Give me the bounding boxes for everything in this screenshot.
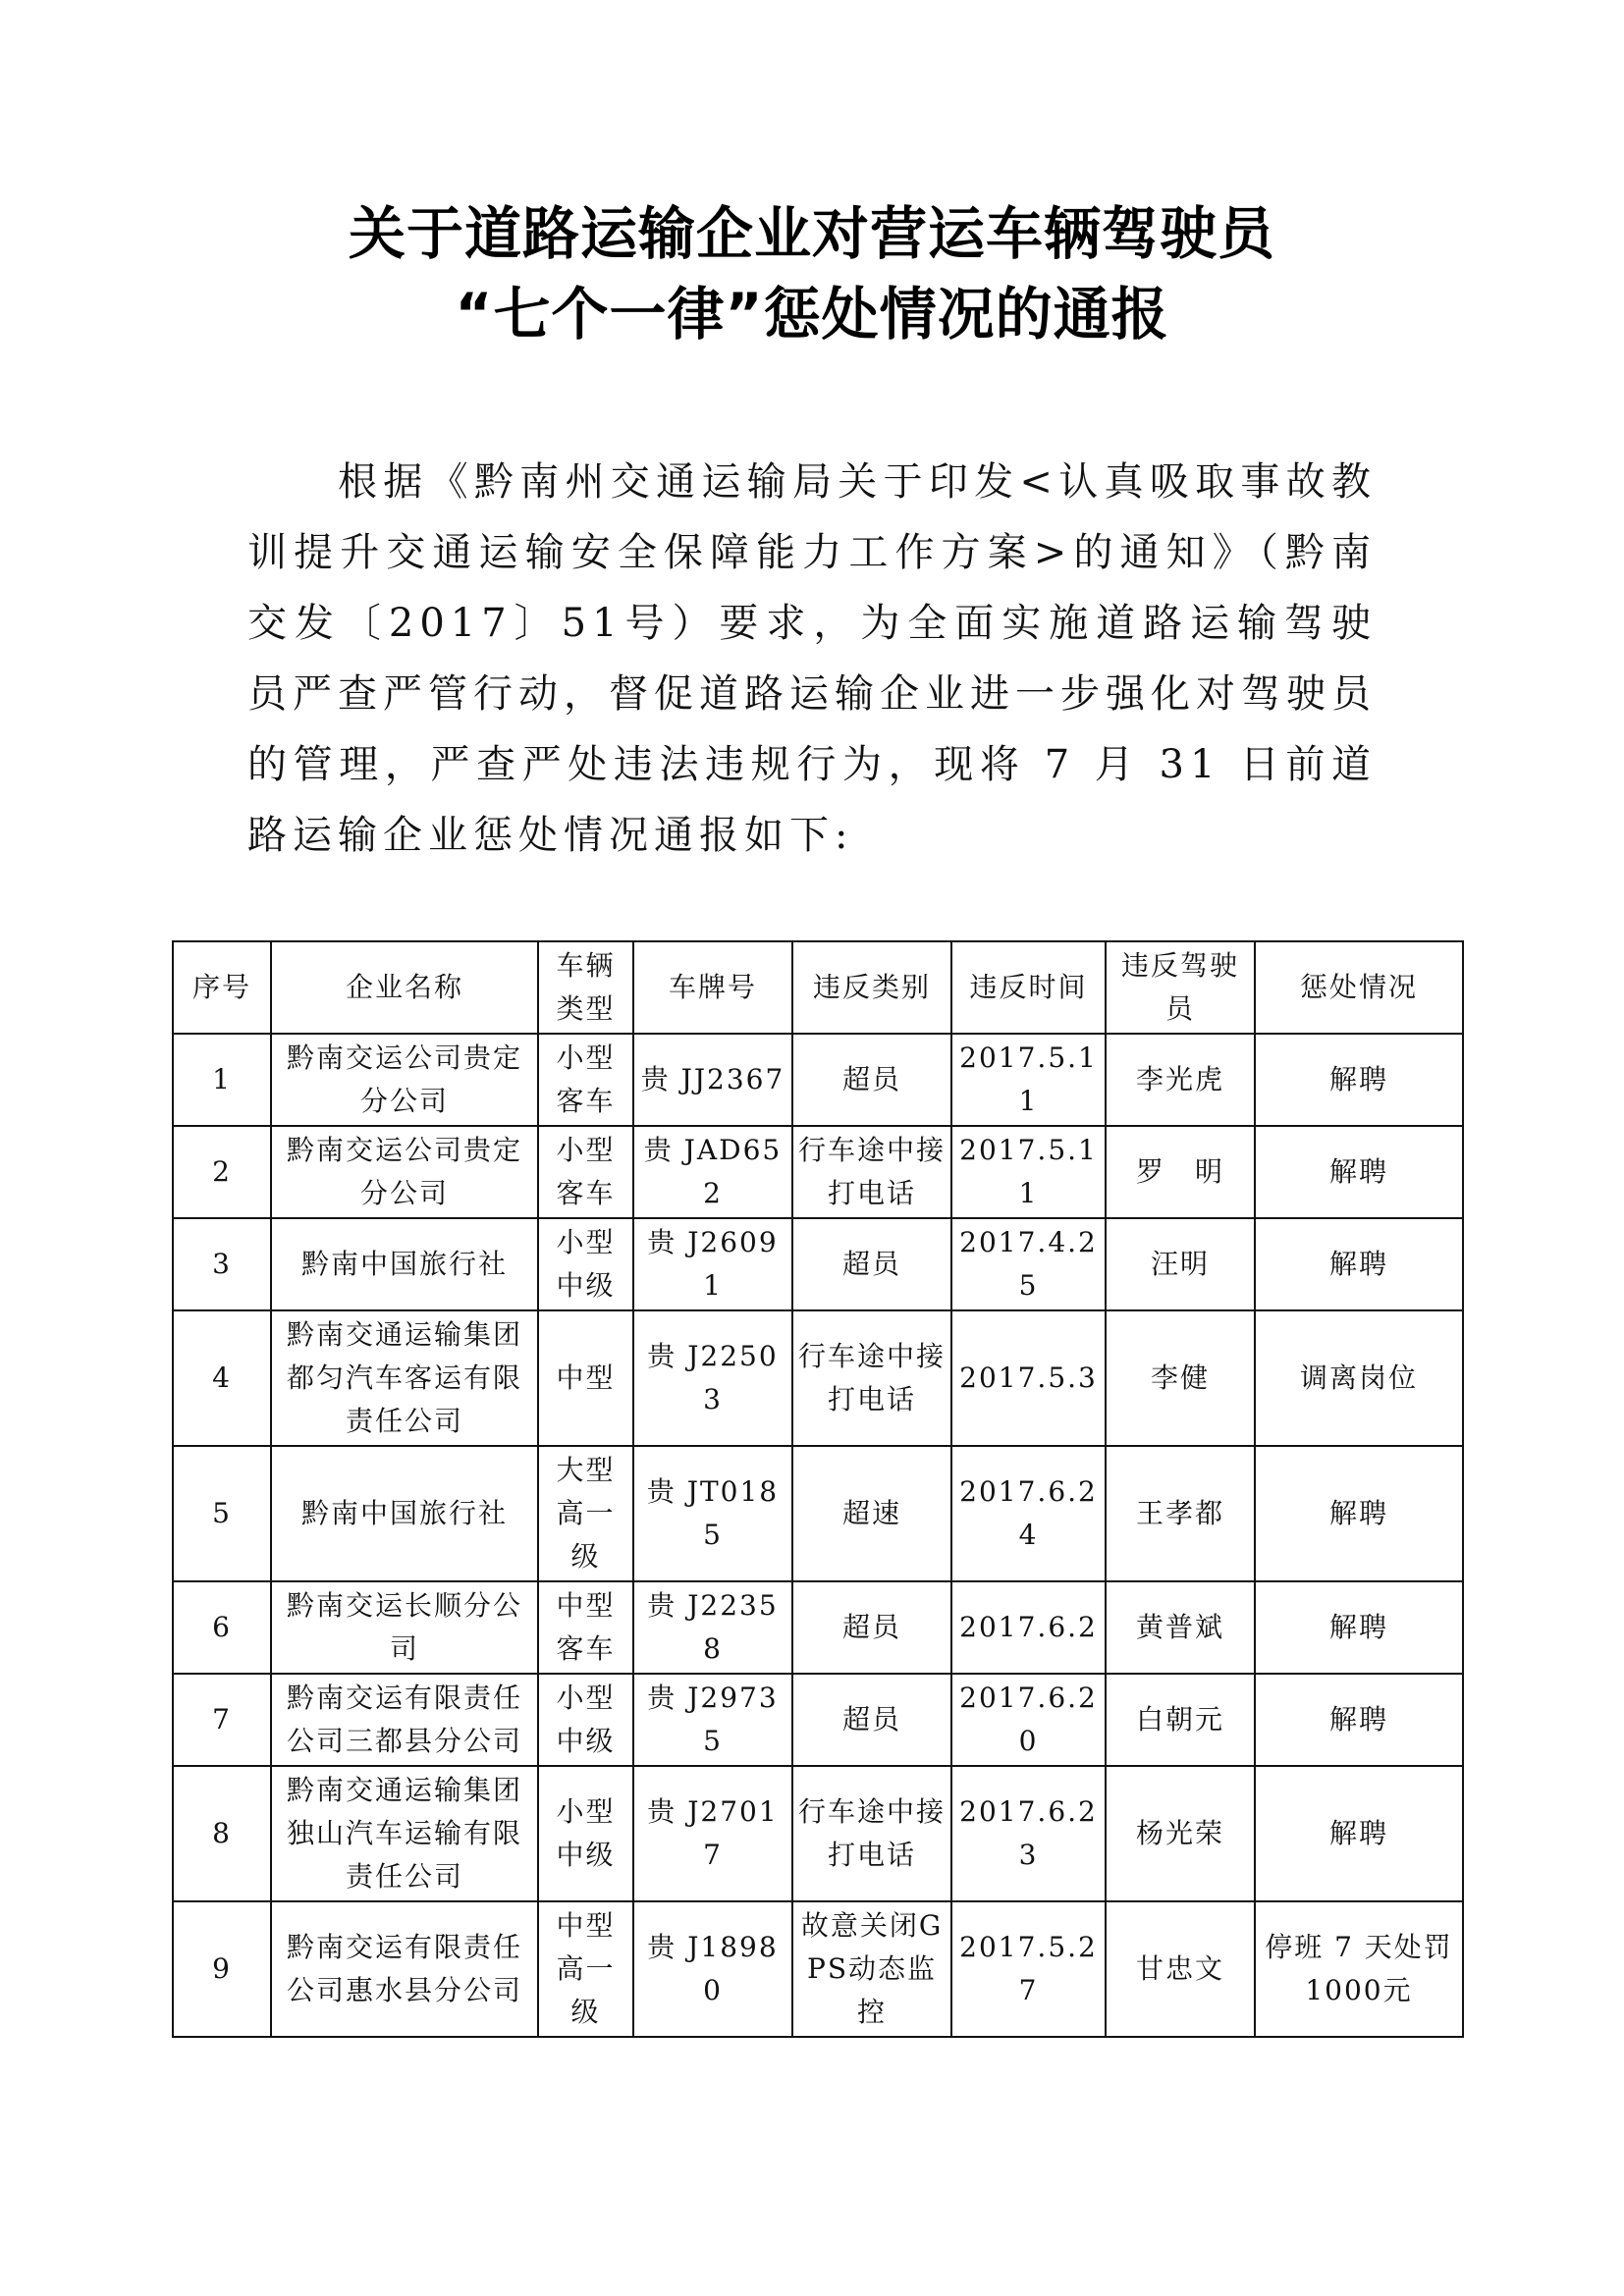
cell-company: 黔南中国旅行社 xyxy=(271,1446,538,1581)
cell-violation: 超员 xyxy=(792,1674,951,1766)
cell-plate: 贵 JT0185 xyxy=(633,1446,792,1581)
cell-company: 黔南交运长顺分公司 xyxy=(271,1581,538,1674)
intro-paragraph: 根据《黔南州交通运输局关于印发<认真吸取事故教训提升交通运输安全保障能力工作方案>的通知》（黔南交发〔2017〕51号）要求，为全面实施道路运输驾驶员严查严管行动，督促道路运输企业进一步强化对驾驶员的管理，严查严处违法违规行为，现将 7 月 31 日前道路运输企业惩处情况通报如下: xyxy=(247,459,1377,858)
cell-punishment: 解聘 xyxy=(1255,1581,1463,1674)
cell-time: 2017.5.3 xyxy=(951,1310,1106,1446)
punishment-table xyxy=(172,940,1464,2038)
cell-plate: 贵 J22503 xyxy=(633,1310,792,1446)
header-seq: 序号 xyxy=(173,941,271,1034)
cell-seq: 7 xyxy=(173,1674,271,1766)
cell-seq: 6 xyxy=(173,1581,271,1674)
cell-vehicle-type: 小型中级 xyxy=(538,1674,633,1766)
cell-company: 黔南交运公司贵定分公司 xyxy=(271,1126,538,1218)
cell-punishment: 解聘 xyxy=(1255,1674,1463,1766)
cell-plate: 贵 JAD652 xyxy=(633,1126,792,1218)
cell-seq: 8 xyxy=(173,1766,271,1901)
cell-violation: 故意关闭GPS动态监控 xyxy=(792,1901,951,2037)
header-company: 企业名称 xyxy=(271,941,538,1034)
cell-plate: 贵 J18980 xyxy=(633,1901,792,2037)
header-vehicle-type: 车辆类型 xyxy=(538,941,633,1034)
header-violation: 违反类别 xyxy=(792,941,951,1034)
cell-company: 黔南交运有限责任公司惠水县分公司 xyxy=(271,1901,538,2037)
cell-vehicle-type: 小型中级 xyxy=(538,1766,633,1901)
table-row xyxy=(173,1218,1463,1310)
cell-driver: 汪明 xyxy=(1106,1218,1255,1310)
table-row xyxy=(173,1446,1463,1581)
cell-company: 黔南交运有限责任公司三都县分公司 xyxy=(271,1674,538,1766)
cell-plate: 贵 J26091 xyxy=(633,1218,792,1310)
cell-vehicle-type: 小型客车 xyxy=(538,1126,633,1218)
cell-vehicle-type: 大型高一级 xyxy=(538,1446,633,1581)
cell-driver: 杨光荣 xyxy=(1106,1766,1255,1901)
cell-plate: 贵 J29735 xyxy=(633,1674,792,1766)
cell-seq: 4 xyxy=(173,1310,271,1446)
cell-company: 黔南交通运输集团都匀汽车客运有限责任公司 xyxy=(271,1310,538,1446)
cell-violation: 行车途中接打电话 xyxy=(792,1766,951,1901)
cell-driver: 王孝都 xyxy=(1106,1446,1255,1581)
cell-seq: 5 xyxy=(173,1446,271,1581)
cell-driver: 黄普斌 xyxy=(1106,1581,1255,1674)
cell-violation: 行车途中接打电话 xyxy=(792,1310,951,1446)
cell-vehicle-type: 小型客车 xyxy=(538,1034,633,1126)
cell-plate: 贵 J22358 xyxy=(633,1581,792,1674)
cell-punishment: 解聘 xyxy=(1255,1034,1463,1126)
cell-punishment: 解聘 xyxy=(1255,1766,1463,1901)
table-row xyxy=(173,1310,1463,1446)
cell-seq: 9 xyxy=(173,1901,271,2037)
table-row xyxy=(173,1766,1463,1901)
cell-seq: 3 xyxy=(173,1218,271,1310)
cell-driver: 甘忠文 xyxy=(1106,1901,1255,2037)
cell-plate: 贵 JJ2367 xyxy=(633,1034,792,1126)
table-row xyxy=(173,1901,1463,2037)
cell-punishment: 解聘 xyxy=(1255,1126,1463,1218)
cell-violation: 行车途中接打电话 xyxy=(792,1126,951,1218)
table-row xyxy=(173,1034,1463,1126)
table-header-row xyxy=(173,941,1463,1034)
cell-violation: 超速 xyxy=(792,1446,951,1581)
cell-vehicle-type: 中型 xyxy=(538,1310,633,1446)
header-time: 违反时间 xyxy=(951,941,1106,1034)
document-title-line2: “七个一律”惩处情况的通报 xyxy=(455,281,1169,347)
cell-company: 黔南交通运输集团独山汽车运输有限责任公司 xyxy=(271,1766,538,1901)
header-plate: 车牌号 xyxy=(633,941,792,1034)
header-punishment: 惩处情况 xyxy=(1255,941,1463,1034)
cell-time: 2017.5.27 xyxy=(951,1901,1106,2037)
cell-vehicle-type: 小型中级 xyxy=(538,1218,633,1310)
cell-time: 2017.4.25 xyxy=(951,1218,1106,1310)
cell-time: 2017.6.24 xyxy=(951,1446,1106,1581)
header-driver: 违反驾驶员 xyxy=(1106,941,1255,1034)
cell-violation: 超员 xyxy=(792,1218,951,1310)
cell-punishment: 调离岗位 xyxy=(1255,1310,1463,1446)
cell-time: 2017.5.11 xyxy=(951,1126,1106,1218)
table-row xyxy=(173,1126,1463,1218)
cell-violation: 超员 xyxy=(792,1581,951,1674)
cell-driver: 李光虎 xyxy=(1106,1034,1255,1126)
cell-driver: 白朝元 xyxy=(1106,1674,1255,1766)
cell-punishment: 解聘 xyxy=(1255,1218,1463,1310)
cell-time: 2017.6.20 xyxy=(951,1674,1106,1766)
cell-time: 2017.5.11 xyxy=(951,1034,1106,1126)
cell-time: 2017.6.23 xyxy=(951,1766,1106,1901)
cell-company: 黔南中国旅行社 xyxy=(271,1218,538,1310)
cell-time: 2017.6.2 xyxy=(951,1581,1106,1674)
cell-seq: 1 xyxy=(173,1034,271,1126)
table-row xyxy=(173,1581,1463,1674)
cell-driver: 罗 明 xyxy=(1106,1126,1255,1218)
cell-vehicle-type: 中型高一级 xyxy=(538,1901,633,2037)
cell-violation: 超员 xyxy=(792,1034,951,1126)
cell-punishment: 停班 7 天处罚1000元 xyxy=(1255,1901,1463,2037)
cell-plate: 贵 J27017 xyxy=(633,1766,792,1901)
cell-vehicle-type: 中型客车 xyxy=(538,1581,633,1674)
cell-punishment: 解聘 xyxy=(1255,1446,1463,1581)
cell-driver: 李健 xyxy=(1106,1310,1255,1446)
table-row xyxy=(173,1674,1463,1766)
cell-seq: 2 xyxy=(173,1126,271,1218)
document-title-line1: 关于道路运输企业对营运车辆驾驶员 xyxy=(348,200,1275,267)
cell-company: 黔南交运公司贵定分公司 xyxy=(271,1034,538,1126)
